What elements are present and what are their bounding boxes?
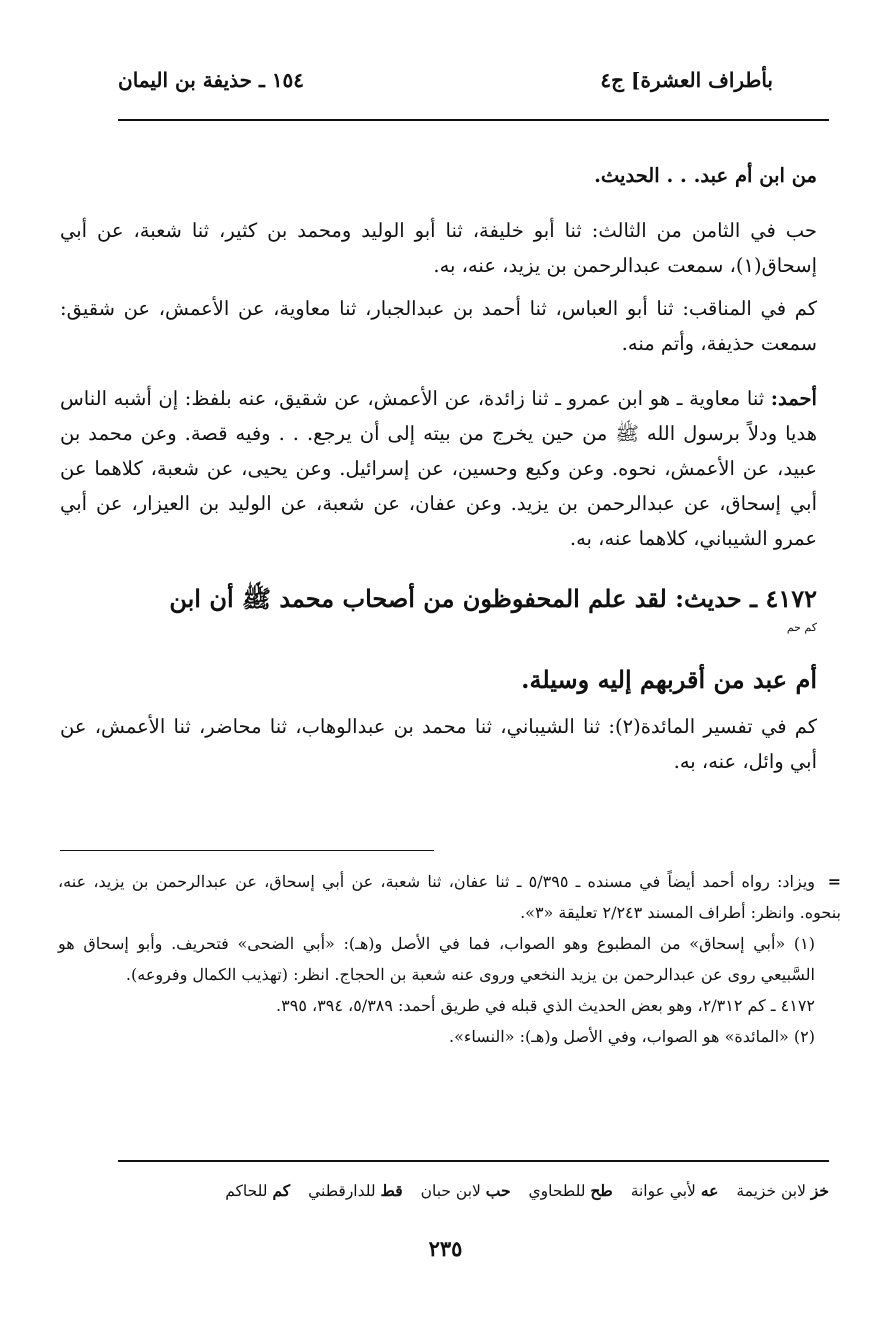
header-section-title: ١٥٤ ـ حذيفة بن اليمان	[118, 68, 305, 92]
legend-item: حب لابن حبان	[420, 1181, 511, 1200]
legend-rule	[118, 1160, 829, 1162]
paragraph-ahmad-text: ثنا معاوية ـ هو ابن عمرو ـ ثنا زائدة، عن الأعمش، عن شقيق، عنه بلفظ: إن أشبه الناس هديا ودلاً برسول الله ﷺ من حين يخرج من بيته إلى أن يرجع. . . وفيه قصة. وعن محمد بن عبيد، عن الأعمش، نحوه. وعن وكيع وحسين، عن إسرائيل. وعن يحيى، عن شعبة، كلاهما عن أبي إسحاق، عن عبدالرحمن بن يزيد. وعن عفان، عن شعبة، عن الوليد بن العيزار، عن أبي عمرو الشيباني، كلاهما عنه، به.	[60, 387, 817, 550]
page-number: ٢٣٥	[428, 1236, 463, 1261]
header-book-title: بأطراف العشرة] ج٤	[600, 68, 773, 92]
paragraph-ahmad	[60, 381, 817, 556]
hadith-heading	[60, 580, 817, 699]
legend-item: طح للطحاوي	[528, 1181, 613, 1200]
header-rule	[118, 119, 829, 121]
paragraph-ahmad-lead: أحمد:	[770, 387, 817, 410]
main-text	[60, 158, 817, 779]
legend-item: خز لابن خزيمة	[736, 1181, 829, 1200]
hadith-number: ٤١٧٢ ـ حديث:	[675, 584, 817, 613]
hadith-text-line1: لقد علم المحفوظون من أصحاب محمد ﷺ أن ابن	[169, 584, 667, 613]
footnote-2: (٢) «المائدة» هو الصواب، وفي الأصل و(هـ): «النساء».	[449, 1027, 815, 1046]
footnote-rule	[60, 850, 434, 851]
paragraph-hibban: حب في الثامن من الثالث: ثنا أبو خليفة، ثنا أبو الوليد ومحمد بن كثير، ثنا شعبة، عن أبي إسحاق(١)، سمعت عبدالرحمن بن يزيد، عنه، به.	[60, 219, 817, 277]
legend-item: قط للدارقطني	[308, 1181, 403, 1200]
footnote-1: (١) «أبي إسحاق» من المطبوع وهو الصواب، فما في الأصل و(هـ): «أبي الضحى» فتحريف. وأبو إسحاق هو السَّبيعي روى عن عبدالرحمن بن يزيد النخعي وروى عنه شعبة بن الحجاج. انظر: (تهذيب الكمال وفروعه).	[58, 934, 815, 984]
running-header	[118, 62, 773, 96]
abbreviation-legend	[60, 1181, 829, 1200]
footnote-continuation: =ويزاد: رواه أحمد أيضاً في مسنده ـ ٥/٣٩٥ ـ ثنا عفان، ثنا شعبة، عن أبي إسحاق، عن عبدالرحمن بن يزيد، عنه، بنحوه. وانظر: أطراف المسند ٢/٢٤٣ تعليقة «٣».	[58, 866, 841, 928]
legend-item: كم للحاكم	[225, 1181, 291, 1200]
paragraph-intro: من ابن أم عبد. . . الحديث.	[594, 164, 817, 187]
continuation-mark: =	[827, 872, 841, 891]
footnotes	[58, 866, 841, 1052]
hadith-text-line2: أم عبد من أقربهم إليه وسيلة.	[521, 665, 817, 694]
footnote-hadith-4172: ٤١٧٢ ـ كم ٢/٣١٢، وهو بعض الحديث الذي قبله في طريق أحمد: ٥/٣٨٩، ٣٩٤، ٣٩٥.	[276, 996, 815, 1015]
hadith-source-marks: كم حم	[786, 621, 817, 634]
paragraph-hakim-tafsir: كم في تفسير المائدة(٢): ثنا الشيباني، ثنا محمد بن عبدالوهاب، ثنا محاضر، ثنا الأعمش، عن أبي وائل، عنه، به.	[60, 715, 818, 773]
legend-item: عه لأبي عوانة	[630, 1181, 719, 1200]
paragraph-hakim-manaqib: كم في المناقب: ثنا أبو العباس، ثنا أحمد بن عبدالجبار، ثنا معاوية، عن الأعمش، عن شقيق: سمعت حذيفة، وأتم منه.	[60, 297, 817, 355]
